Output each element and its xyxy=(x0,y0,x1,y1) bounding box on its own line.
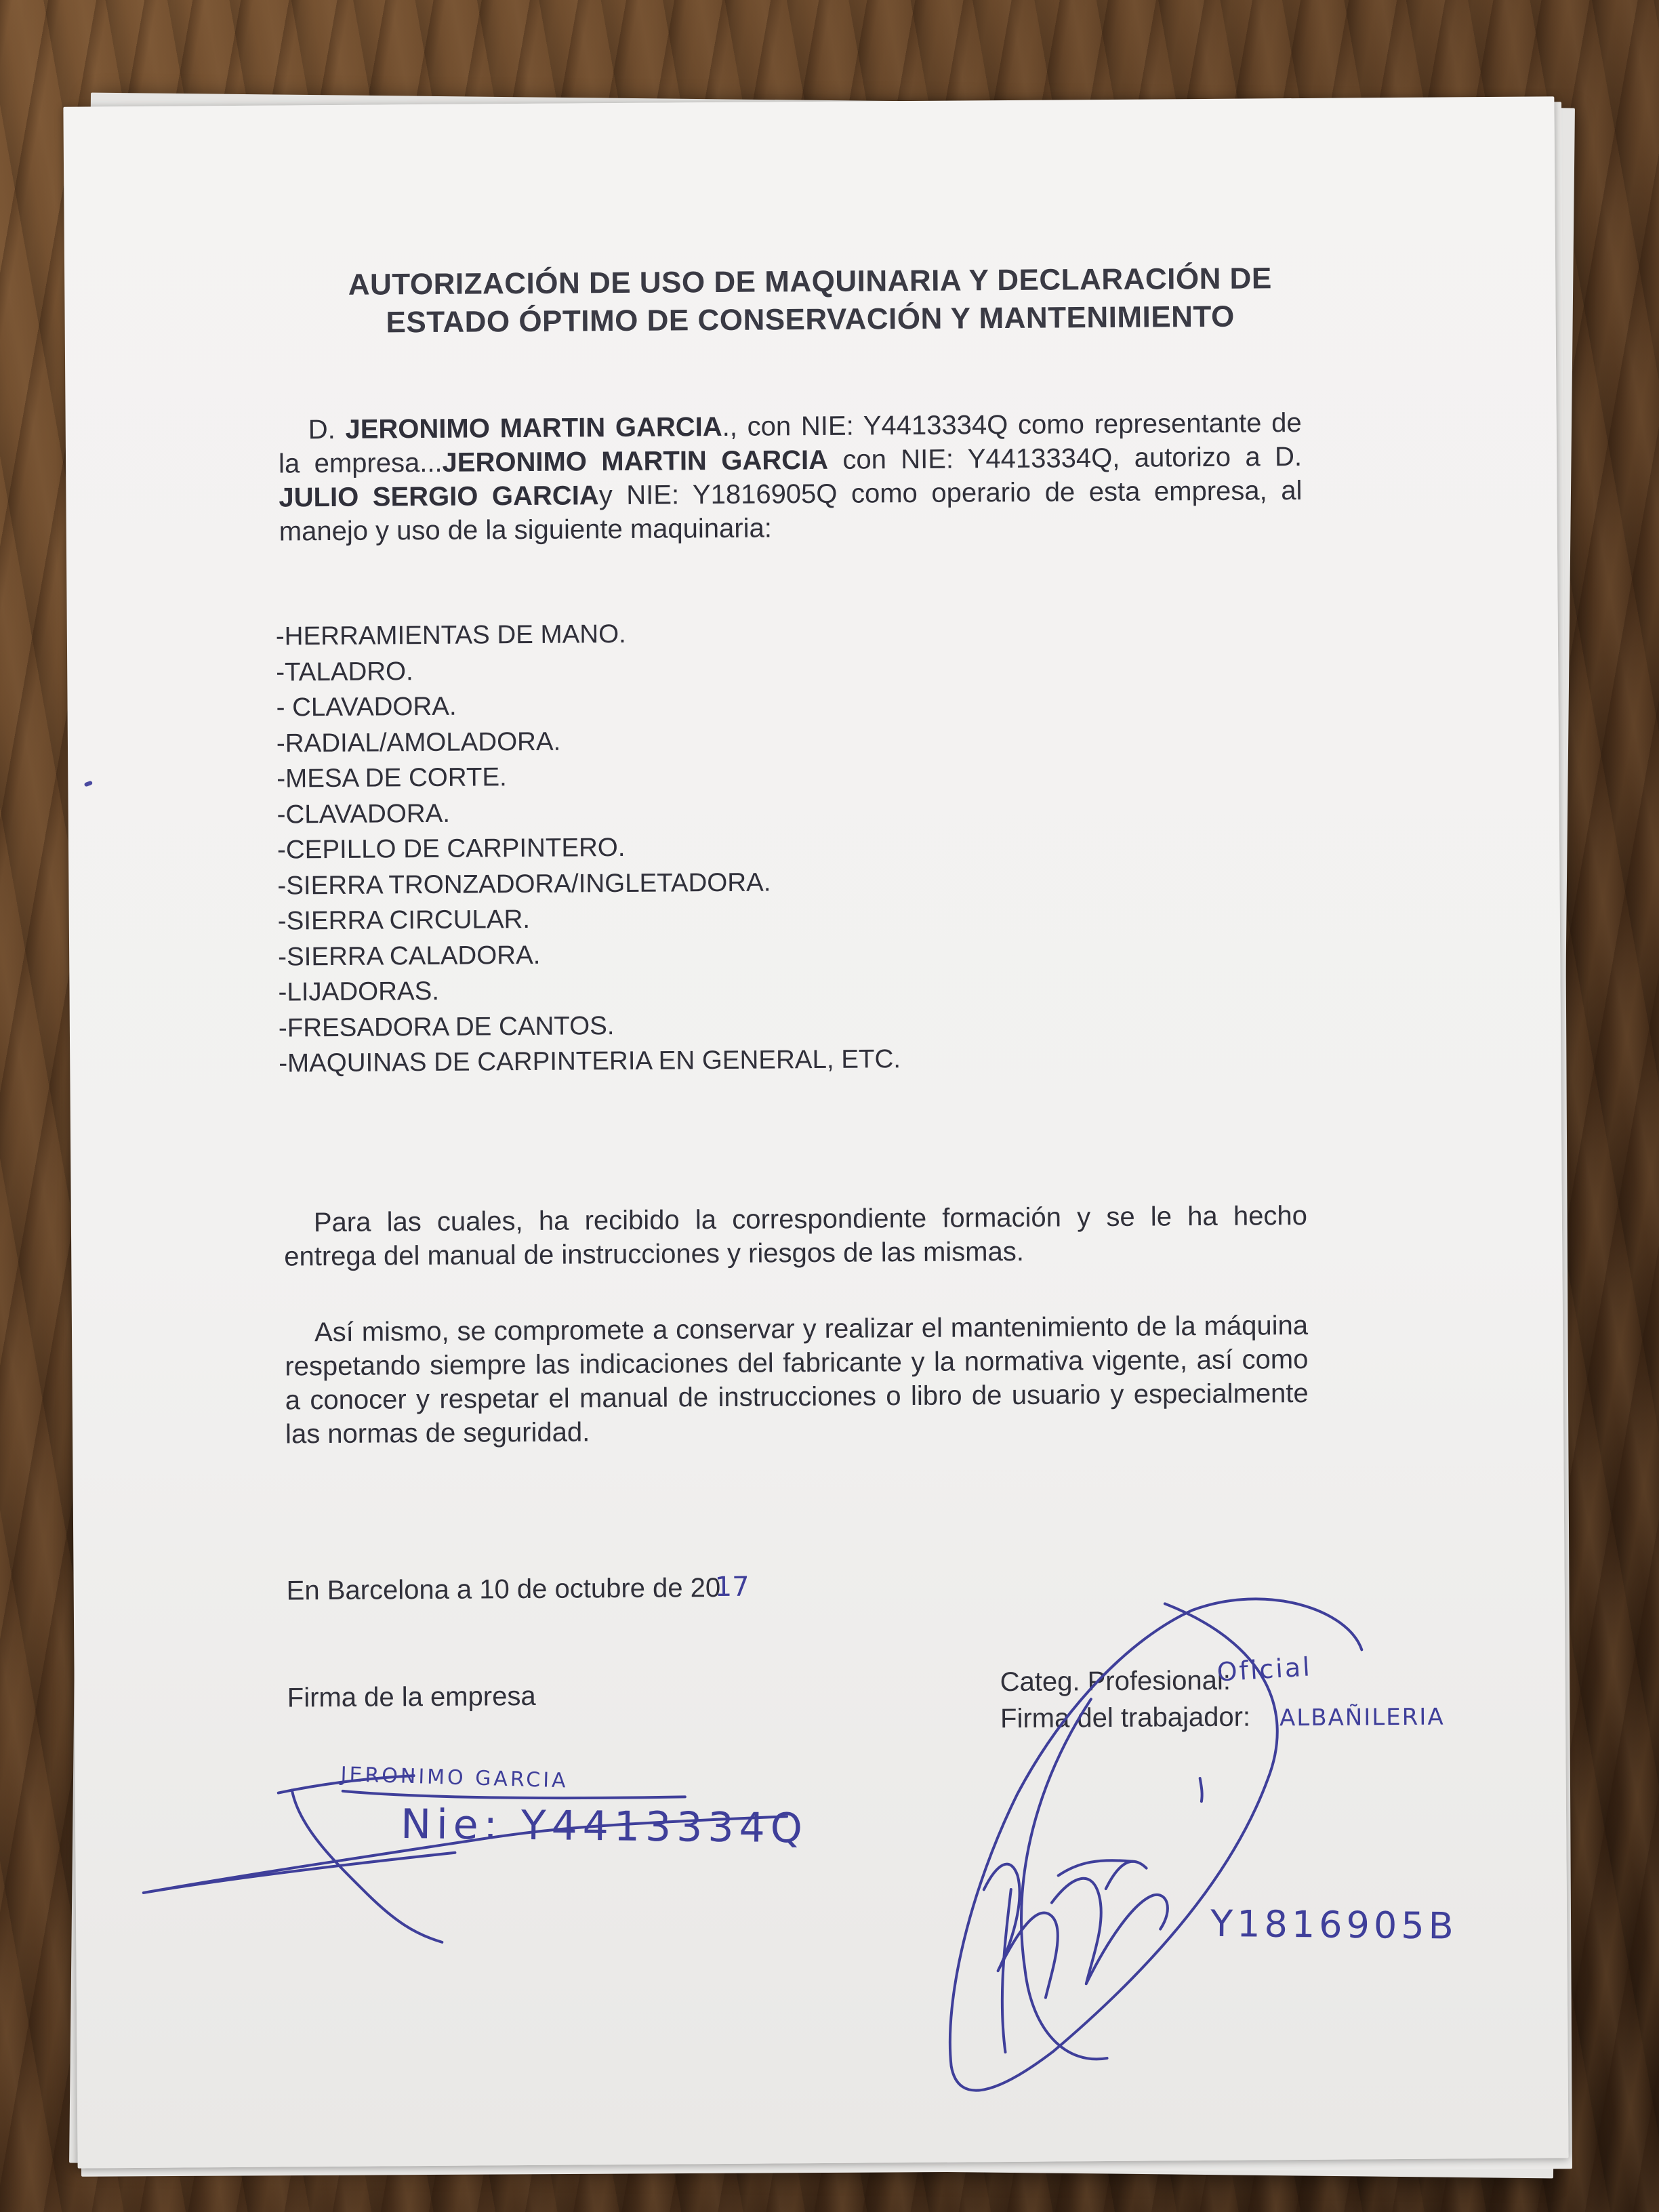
handwritten-category-line-2: ALBAÑILERIA xyxy=(1279,1703,1445,1732)
category-label: Categ. Profesional: xyxy=(1000,1665,1231,1698)
place-and-date: En Barcelona a 10 de octubre de 20 xyxy=(286,1573,721,1606)
document-page xyxy=(63,96,1568,2168)
intro-text-3: con NIE: Y4413334Q, autorizo a D. xyxy=(827,441,1303,475)
representative-name: JERONIMO MARTIN GARCIA xyxy=(345,411,722,445)
machinery-item: -SIERRA TRONZADORA/INGLETADORA. xyxy=(277,867,771,901)
title-line-1: AUTORIZACIÓN DE USO DE MAQUINARIA Y DECLARACIÓN DE xyxy=(348,262,1272,302)
machinery-item: -CEPILLO DE CARPINTERO. xyxy=(276,832,626,865)
machinery-item: -MESA DE CORTE. xyxy=(276,762,507,794)
worker-name: JULIO SERGIO GARCIA xyxy=(279,480,599,513)
machinery-item: -LIJADORAS. xyxy=(278,976,440,1007)
handwritten-category-line-1: Oficial xyxy=(1216,1652,1313,1687)
machinery-item: -FRESADORA DE CANTOS. xyxy=(278,1010,615,1043)
machinery-item: - CLAVADORA. xyxy=(276,691,457,722)
company-signer-handwriting: JERONIMO GARCIA xyxy=(340,1763,569,1793)
company-nie-handwriting: Nie: Y4413334Q xyxy=(400,1801,808,1853)
commitment-text: Así mismo, se compromete a conservar y realizar el mantenimiento de la máquina respetando siempre las indicaciones del fabricante y la normativa vigente, así como a conocer y respetar el manual de instrucciones o libro de usuario y especialmente las normas de seguridad. xyxy=(285,1310,1309,1450)
machinery-item: -HERRAMIENTAS DE MANO. xyxy=(275,619,626,651)
intro-text-2: ., con NIE: Y4413334Q como representante de la empresa... xyxy=(278,407,1302,479)
worker-id-handwriting: Y1816905B xyxy=(1210,1902,1458,1948)
intro-text-4: y NIE: Y1816905Q como operario de esta empresa, al manejo y uso de la siguiente maquinaria: xyxy=(279,475,1303,547)
machinery-item: -CLAVADORA. xyxy=(276,798,451,830)
company-name: JERONIMO MARTIN GARCIA xyxy=(442,445,829,478)
document-content xyxy=(63,96,1568,2168)
training-text: Para las cuales, ha recibido la correspondiente formación y se le ha hecho entrega del manual de instrucciones y riesgos de las mismas. xyxy=(284,1200,1308,1272)
machinery-item: -SIERRA CIRCULAR. xyxy=(277,904,531,936)
worker-signature-label: Firma del trabajador: xyxy=(1000,1702,1251,1734)
machinery-item: -SIERRA CALADORA. xyxy=(278,940,541,972)
intro-text-1: D. xyxy=(308,414,346,445)
machinery-item: -TALADRO. xyxy=(276,656,413,687)
signature-strokes xyxy=(63,96,1568,2168)
handwritten-year: 17 xyxy=(714,1571,750,1603)
title-line-2: ESTADO ÓPTIMO DE CONSERVACIÓN Y MANTENIMIENTO xyxy=(386,300,1235,340)
machinery-item: -RADIAL/AMOLADORA. xyxy=(276,726,561,758)
company-signature-label: Firma de la empresa xyxy=(287,1681,536,1713)
machinery-item: -MAQUINAS DE CARPINTERIA EN GENERAL, ETC. xyxy=(279,1044,901,1078)
